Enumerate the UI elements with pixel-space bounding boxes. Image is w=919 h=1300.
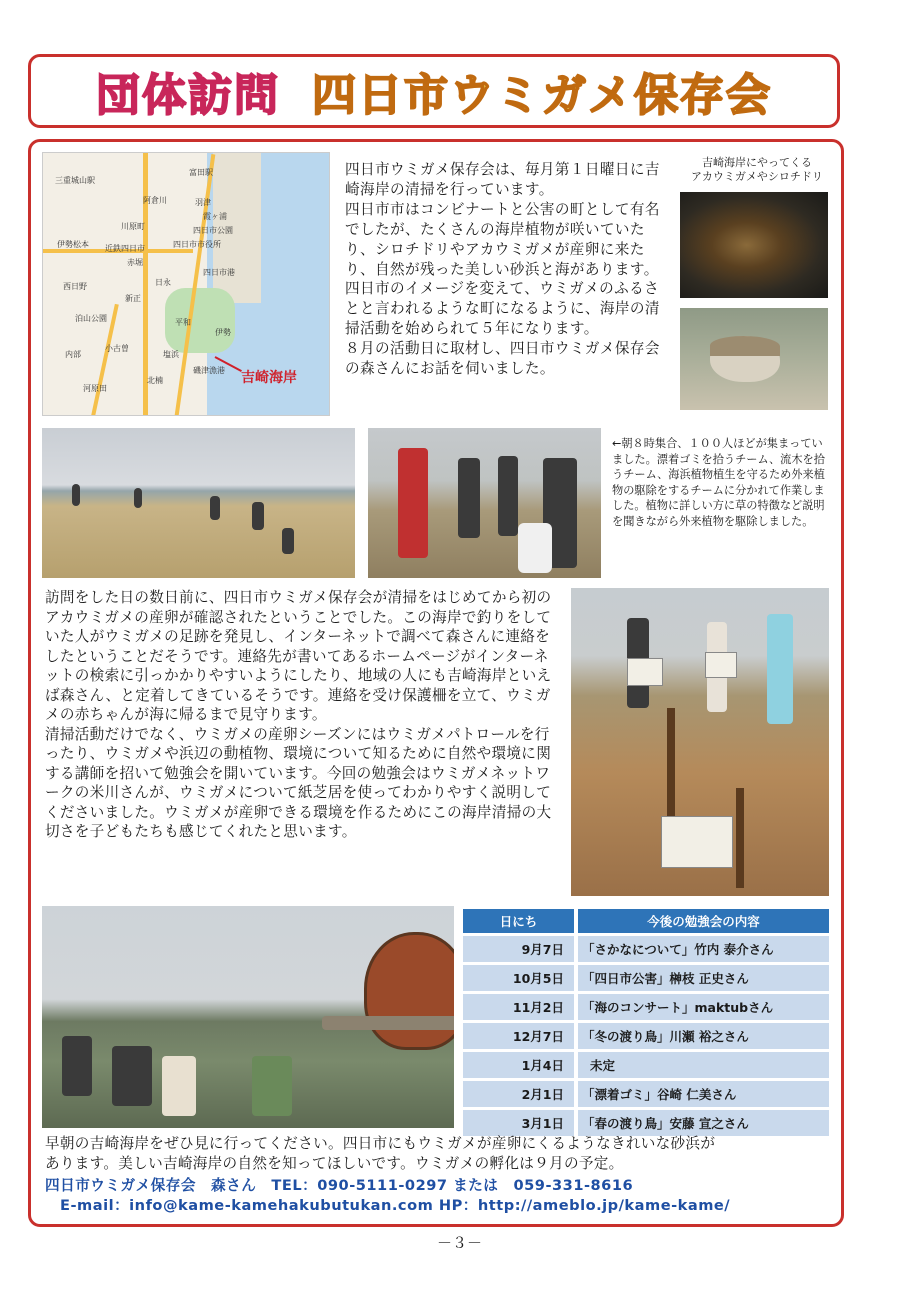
map-label: 川原町	[121, 222, 145, 231]
person-figure	[210, 496, 220, 520]
table-row	[463, 936, 829, 962]
bird-back	[710, 336, 780, 356]
table-cell-date: 9月7日	[463, 936, 574, 962]
map-label: 伊勢	[215, 328, 231, 337]
person-figure	[62, 1036, 92, 1096]
map-label: 平和	[175, 318, 191, 327]
table-cell-date: 10月5日	[463, 965, 574, 991]
fence-post	[736, 788, 744, 888]
map-label: 霞ヶ浦	[203, 212, 227, 221]
table-cell-topic: 「さかなについて」竹内 泰介さん	[578, 936, 829, 962]
map-label: 新正	[125, 294, 141, 303]
table-cell-date: 1月4日	[463, 1052, 574, 1078]
table-row	[463, 1110, 829, 1136]
photo-caption-line: アカウミガメやシロチドリ	[691, 170, 823, 183]
table-cell-date: 2月1日	[463, 1081, 574, 1107]
person-figure	[162, 1056, 196, 1116]
turtle-photo	[680, 192, 828, 298]
map-label: 内部	[65, 350, 81, 359]
schedule-table	[463, 906, 829, 1139]
map-label: 富田駅	[189, 168, 213, 177]
person-figure	[252, 1056, 292, 1116]
table-row	[463, 994, 829, 1020]
closing-line: あります。美しい吉崎海岸の自然を知ってほしいです。ウミガメの孵化は９月の予定。	[45, 1155, 624, 1172]
person-figure	[252, 502, 264, 530]
map-label: 泊山公園	[75, 314, 107, 323]
map-label: 河原田	[83, 384, 107, 393]
nest-protection-photo	[571, 588, 829, 896]
title-part1: 団体訪問	[96, 70, 280, 121]
person-figure	[767, 614, 793, 724]
article-body	[45, 588, 560, 842]
map-label: 磯津漁港	[193, 366, 225, 375]
person-figure	[282, 528, 294, 554]
photo-caption-line: 吉崎海岸にやってくる	[702, 156, 812, 169]
table-cell-topic: 「四日市公害」榊枝 正史さん	[578, 965, 829, 991]
table-header-date: 日にち	[463, 909, 574, 933]
body-paragraph: 訪問をした日の数日前に、四日市ウミガメ保存会が清掃をはじめてから初のアカウミガメの産卵が確認されたということでした。この海岸で釣りをしていた人がウミガメの足跡を発見し、インターネットで調べて森さんに連絡をしたということだそうです。連絡先が書いてあるホームページがインターネットの検索に引っかかりやすいようにしたり、地域の人にも吉崎海岸といえば森さん、と定着してきているそうです。連絡を受け保護柵を立て、ウミガメの赤ちゃんが海に帰るまで見守ります。	[45, 589, 552, 723]
map-label: 四日市公園	[193, 226, 233, 235]
table-row	[463, 1052, 829, 1078]
table-row	[463, 1023, 829, 1049]
sign-board	[661, 816, 733, 868]
page-title	[28, 54, 840, 128]
map-place-label: 吉崎海岸	[241, 370, 297, 386]
title-part2: 四日市ウミガメ保存会	[312, 70, 772, 121]
table-cell-date: 12月7日	[463, 1023, 574, 1049]
table-cell-topic: 未定	[578, 1052, 829, 1078]
map-label: 四日市市役所	[173, 240, 221, 249]
map-label: 赤堀	[127, 258, 143, 267]
intro-text	[345, 160, 670, 379]
table-row	[463, 965, 829, 991]
map-label: 日永	[155, 278, 171, 287]
table-cell-date: 11月2日	[463, 994, 574, 1020]
contact-web: E-mail：info@kame-kamehakubutukan.com HP：http://ameblo.jp/kame-kame/	[60, 1197, 731, 1214]
contact-phone: 四日市ウミガメ保存会 森さん TEL：090-5111-0297 または 059-331-8616	[45, 1177, 634, 1194]
beach-cleanup-photo	[42, 428, 355, 578]
table-cell-date: 3月1日	[463, 1110, 574, 1136]
person-figure	[134, 488, 142, 508]
map-label: 小古曽	[105, 344, 129, 353]
map-label: 伊勢松本	[57, 240, 89, 249]
closing-text	[45, 1134, 845, 1174]
map-label: 近鉄四日市	[105, 244, 145, 253]
map-label: 羽津	[195, 198, 211, 207]
turtle-board	[364, 932, 454, 1050]
intro-paragraph: 四日市ウミガメ保存会は、毎月第１日曜日に吉崎海岸の清掃を行っています。	[345, 161, 660, 198]
intro-paragraph: ８月の活動日に取材し、四日市ウミガメ保存会の森さんにお話を伺いました。	[345, 340, 660, 378]
table-row	[463, 1081, 829, 1107]
map-label: 塩浜	[163, 350, 179, 359]
sign-board	[705, 652, 737, 678]
intro-paragraph: 四日市市はコンビナートと公害の町として有名でしたが、たくさんの海岸植物が咲いていたり、シロチドリやアカウミガメが産卵に来たり、自然が残った美しい砂浜と海があります。四日市のイメージを変えて、ウミガメのふるさとと言われるような町になるように、海岸の清掃活動を始められて５年になります。	[345, 200, 660, 338]
page-number: －３－	[436, 1234, 482, 1252]
table-cell-topic: 「海のコンサート」maktubさん	[578, 994, 829, 1020]
person-figure	[458, 458, 480, 538]
map-label: 北楠	[147, 376, 163, 385]
map-label: 西日野	[63, 282, 87, 291]
person-figure	[112, 1046, 152, 1106]
trash-bag	[518, 523, 552, 573]
map-label: 四日市港	[203, 268, 235, 277]
location-map	[42, 152, 330, 416]
photo-note: ←朝８時集合、１００人ほどが集まっていました。漂着ゴミを拾うチーム、流木を拾うチーム、海浜植物植生を守るため外来植物の駆除をするチームに分かれて作業しました。植物に詳しい方に草の特徴など説明を聞きながら外来植物を駆除しました。	[612, 437, 825, 528]
person-figure	[398, 448, 428, 558]
volunteers-photo	[368, 428, 601, 578]
study-session-photo	[42, 906, 454, 1128]
table-cell-topic: 「冬の渡り鳥」川瀬 裕之さん	[578, 1023, 829, 1049]
photo-caption	[682, 156, 832, 184]
person-figure	[498, 456, 518, 536]
map-label: 三重城山駅	[55, 176, 95, 185]
wooden-deck	[322, 1016, 454, 1030]
table-header-topic: 今後の勉強会の内容	[578, 909, 829, 933]
body-paragraph: 清掃活動だけでなく、ウミガメの産卵シーズンにはウミガメパトロールを行ったり、ウミガメや浜辺の動植物、環境について知るために自然や環境に関する講師を招いて勉強会を開いています。今回の勉強会はウミガメネットワークの米川さんが、ウミガメについて紙芝居を使ってわかりやすく説明してくださいました。ウミガメが産卵できる環境を作るためにこの海岸清掃の大切さを子どもたちも感じてくれたと思います。	[45, 725, 552, 840]
table-cell-topic: 「漂着ゴミ」谷崎 仁美さん	[578, 1081, 829, 1107]
sign-board	[627, 658, 663, 686]
closing-line: 早朝の吉崎海岸をぜひ見に行ってください。四日市にもウミガメが産卵にくるようなきれいな砂浜が	[45, 1135, 716, 1152]
plover-photo	[680, 308, 828, 410]
map-label: 阿倉川	[143, 196, 167, 205]
person-figure	[72, 484, 80, 506]
table-cell-topic: 「春の渡り鳥」安藤 宣之さん	[578, 1110, 829, 1136]
table-header-row	[463, 909, 829, 933]
